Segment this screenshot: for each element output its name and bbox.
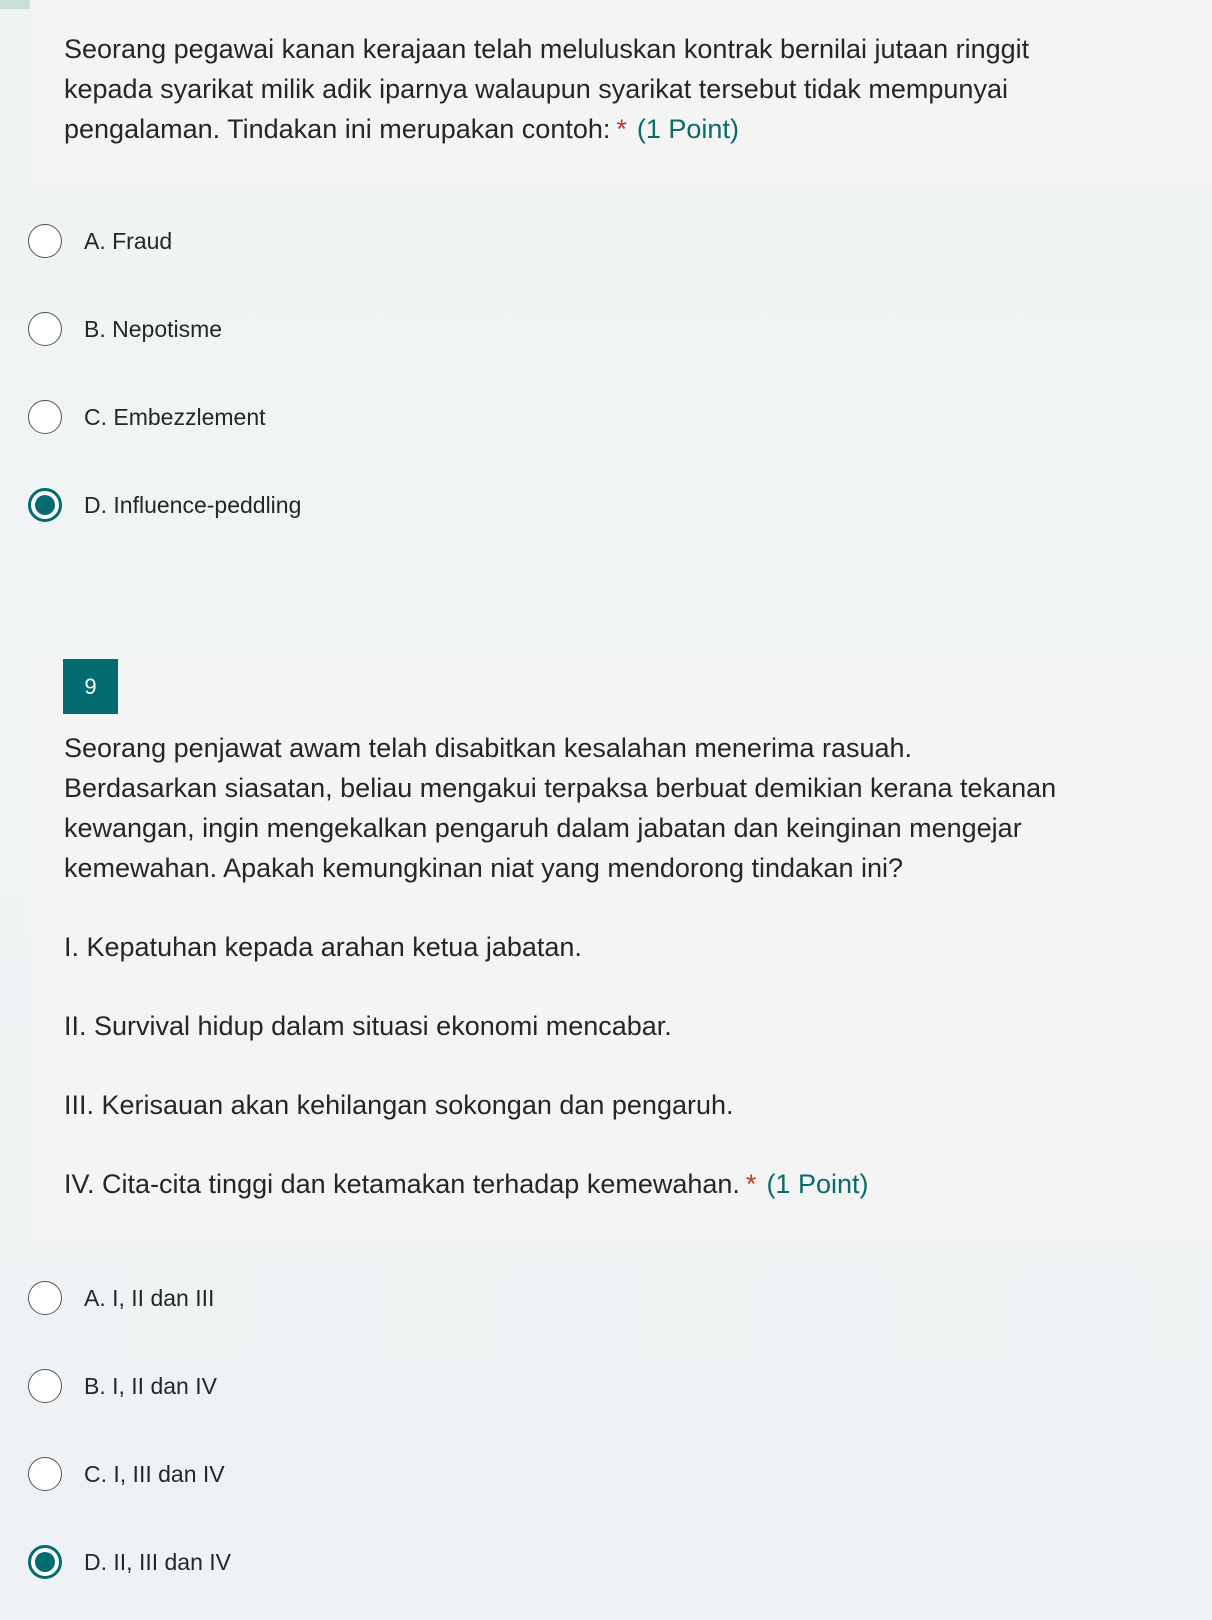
q8-option-b-label[interactable]: B. Nepotisme: [84, 315, 223, 342]
statement-4: [64, 1164, 868, 1204]
question-8-points: (1 Point): [636, 114, 739, 144]
question-9-card: [30, 657, 1212, 1240]
question-9-points: (1 Point): [766, 1169, 869, 1199]
question-8-card: [30, 0, 1212, 184]
radio-unchecked-icon[interactable]: [28, 312, 62, 346]
q9-option-d[interactable]: [28, 1542, 231, 1582]
question-8-line-2: kepada syarikat milik adik iparnya walaupun syarikat tersebut tidak mempunyai: [64, 74, 1008, 104]
question-8-text: [64, 29, 1029, 149]
q9-option-b[interactable]: [28, 1366, 217, 1406]
q8-option-c[interactable]: [28, 397, 266, 437]
question-8-line-1: Seorang pegawai kanan kerajaan telah meluluskan kontrak bernilai jutaan ringgit: [64, 34, 1030, 64]
required-asterisk: *: [616, 114, 627, 144]
question-9-line-3: kewangan, ingin mengekalkan pengaruh dalam jabatan dan keinginan mengejar: [64, 813, 1022, 843]
question-number-badge: 9: [63, 659, 118, 714]
question-9-line-1: Seorang penjawat awam telah disabitkan kesalahan menerima rasuah.: [64, 733, 913, 763]
radio-unchecked-icon[interactable]: [28, 1369, 62, 1403]
radio-checked-icon[interactable]: [28, 488, 62, 522]
q8-option-c-label[interactable]: C. Embezzlement: [84, 403, 266, 430]
statement-1: I. Kepatuhan kepada arahan ketua jabatan.: [64, 932, 582, 962]
question-8-line-3-text: pengalaman. Tindakan ini merupakan contoh:: [64, 114, 611, 144]
radio-unchecked-icon[interactable]: [28, 1281, 62, 1315]
radio-unchecked-icon[interactable]: [28, 1457, 62, 1491]
statement-4-text: IV. Cita-cita tinggi dan ketamakan terhadap kemewahan.: [64, 1169, 740, 1199]
q8-option-b[interactable]: [28, 309, 222, 349]
q8-option-a-label[interactable]: A. Fraud: [84, 227, 173, 254]
statement-3: III. Kerisauan akan kehilangan sokongan dan pengaruh.: [64, 1090, 734, 1120]
q9-option-b-label[interactable]: B. I, II dan IV: [84, 1372, 217, 1399]
q9-option-a-label[interactable]: A. I, II dan III: [84, 1284, 215, 1311]
radio-unchecked-icon[interactable]: [28, 224, 62, 258]
q9-option-c[interactable]: [28, 1454, 225, 1494]
required-asterisk: *: [745, 1169, 757, 1199]
radio-unchecked-icon[interactable]: [28, 400, 62, 434]
q8-option-a[interactable]: [28, 221, 172, 261]
q8-option-d-label[interactable]: D. Influence-peddling: [84, 491, 302, 518]
q9-option-d-label[interactable]: D. II, III dan IV: [84, 1548, 232, 1575]
question-9-text: [64, 728, 1056, 888]
q9-option-c-label[interactable]: C. I, III dan IV: [84, 1460, 225, 1487]
question-8-line-3: [64, 109, 1029, 149]
radio-checked-icon[interactable]: [28, 1545, 62, 1579]
q9-option-a[interactable]: [28, 1278, 214, 1318]
question-9-line-2: Berdasarkan siasatan, beliau mengakui terpaksa berbuat demikian kerana tekanan: [64, 773, 1057, 803]
statement-2: II. Survival hidup dalam situasi ekonomi mencabar.: [64, 1011, 672, 1041]
question-9-line-4: kemewahan. Apakah kemungkinan niat yang mendorong tindakan ini?: [64, 853, 904, 883]
q8-option-d[interactable]: [28, 485, 301, 525]
